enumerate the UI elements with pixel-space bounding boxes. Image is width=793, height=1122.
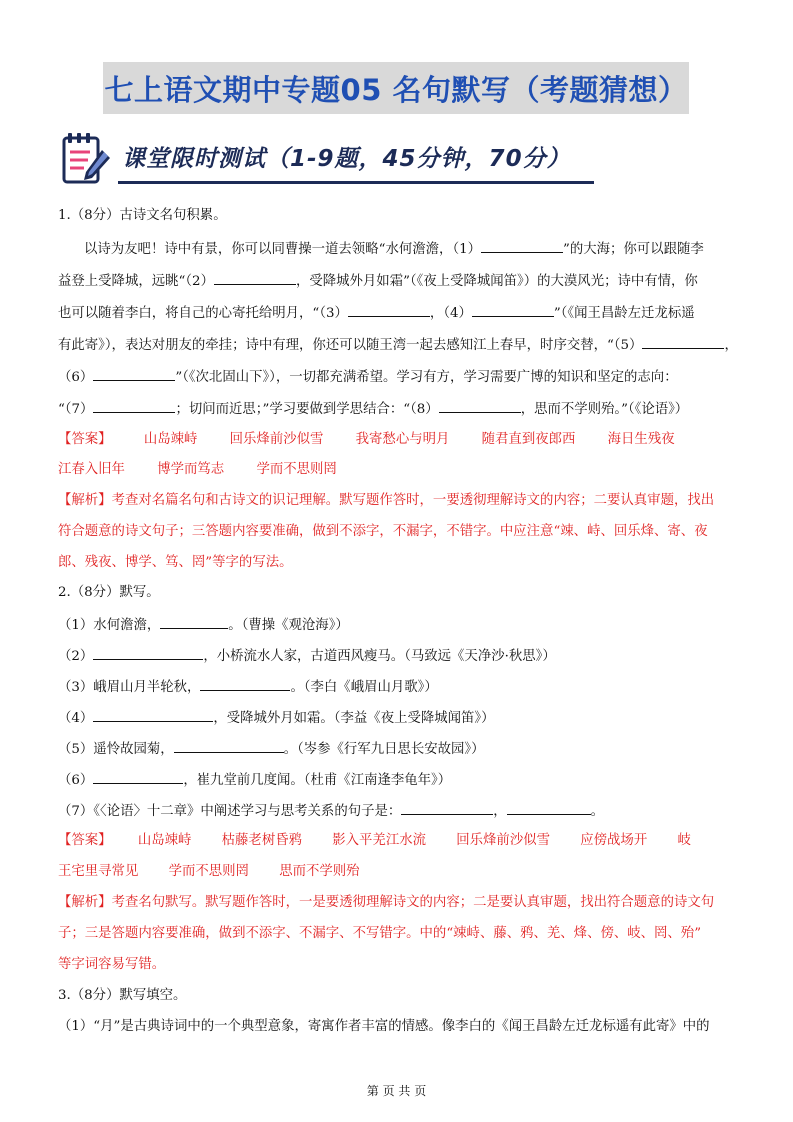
text: ，思而不学则殆。”（《论语》）: [520, 402, 689, 417]
q1-heading: 1.（8分）古诗文名句积累。: [58, 208, 227, 223]
blank: [93, 645, 203, 660]
text: 考查对名篇名句和古诗文的识记理解。默写题作答时，一要透彻理解诗文的内容；二要认真审题，找出: [111, 493, 715, 508]
text: （1）水何澹澹，: [58, 618, 161, 633]
text: ；切问而近思；”学习要做到学思结合：“（8）: [175, 402, 439, 417]
text: （6）: [58, 773, 94, 788]
text: （6）: [58, 370, 94, 385]
answer-item: 山岛竦峙: [143, 432, 198, 447]
q2-item-5: [58, 738, 485, 758]
answer-item: 江春入旧年: [58, 462, 125, 477]
blank: [174, 738, 284, 753]
text: ”的大海；你可以跟随李: [563, 242, 704, 257]
text: （4）: [58, 711, 94, 726]
text: 。（岑参《行军九日思长安故园》）: [283, 742, 485, 757]
answer-label: 【答案】: [58, 432, 112, 447]
title-banner: [103, 62, 689, 114]
answer-item: 应傍战场开: [580, 833, 648, 848]
text: 也可以随着李白，将自己的心寄托给明月，“（3）: [58, 306, 348, 321]
section-banner: [58, 130, 594, 190]
text: （7）《〈论语〉十二章》中阐述学习与思考关系的句子是：: [58, 804, 402, 819]
answer-item: 学而不思则罔: [256, 462, 337, 477]
answer-label: 【答案】: [58, 833, 112, 848]
q1-line-2: [58, 270, 698, 290]
q1-analysis-2: 符合题意的诗文句子；三答题内容要准确，做到不添字，不漏字，不错字。中应注意“竦、峙、回乐烽、寄、夜: [58, 524, 708, 539]
answer-item: 随君直到夜郎西: [481, 432, 576, 447]
q2-item-4: [58, 707, 495, 727]
q1-line-3: [58, 302, 695, 322]
answer-item: 海日生残夜: [607, 432, 675, 447]
notepad-pencil-icon: [58, 130, 118, 190]
answer-item: 山岛竦峙: [137, 833, 192, 848]
text: ，（4）: [429, 306, 472, 321]
q1-analysis-3: 郎、残夜、博学、笃、罔”等字的写法。: [58, 555, 293, 570]
blank-3: [348, 302, 430, 317]
answer-item: 学而不思则罔: [168, 864, 249, 879]
text: ，小桥流水人家，古道西风瘦马。（马致远《天净沙·秋思》）: [203, 649, 556, 664]
q3-heading: 3.（8分）默写填空。: [58, 988, 187, 1003]
answer-item: 影入平羌江水流: [332, 833, 426, 848]
q2-answer-line-1: [58, 831, 691, 851]
text: ，崔九堂前几度闻。（杜甫《江南逢李龟年》）: [183, 773, 452, 788]
q2-heading: 2.（8分）默写。: [58, 585, 160, 600]
text: ”（《闻王昌龄左迁龙标遥: [553, 306, 695, 321]
q1-line-4: [58, 334, 738, 354]
blank: [160, 614, 228, 629]
text: 。（曹操《观沧海》）: [228, 618, 349, 633]
blank-4: [472, 302, 554, 317]
blank: [93, 707, 213, 722]
text: 益登上受降城，远眺“（2）: [58, 274, 214, 289]
q1-line-6: [58, 398, 688, 418]
text: “（7）: [58, 402, 94, 417]
q2-item-6: [58, 769, 451, 789]
analysis-label: 【解析】: [58, 895, 112, 910]
answer-item: 博学而笃志: [157, 462, 225, 477]
answer-item: 回乐烽前沙似雪: [456, 833, 550, 848]
blank: [93, 769, 183, 784]
q2-item-3: [58, 676, 438, 696]
answer-item: 岐: [677, 833, 691, 848]
blank-7: [93, 398, 175, 413]
text: ，受降城外月如霜。（李益《夜上受降城闻笛》）: [213, 711, 495, 726]
page-title: 七上语文期中专题05 名句默写（考题猜想）: [104, 72, 688, 107]
answer-item: 我寄愁心与明月: [355, 432, 450, 447]
answer-item: 王宅里寻常见: [58, 864, 139, 879]
text: （3）峨眉山月半轮秋，: [58, 680, 201, 695]
text: ，: [724, 338, 738, 353]
text: 有此寄》），表达对朋友的牵挂；诗中有理，你还可以随王湾一起去感知江上春早，时序交替，“（5）: [58, 338, 643, 353]
blank: [200, 676, 290, 691]
text: 以诗为友吧！诗中有景，你可以同曹操一道去领略“水何澹澹，（1）: [84, 242, 481, 257]
blank-1: [481, 238, 563, 253]
q1-answer-line-1: [58, 430, 675, 450]
blank-6: [93, 366, 175, 381]
text: 考查名句默写。默写题作答时，一是要透彻理解诗文的内容；二是要认真审题，找出符合题意的诗文句: [111, 895, 715, 910]
answer-item: 回乐烽前沙似雪: [229, 432, 324, 447]
q2-item-1: [58, 614, 349, 634]
q2-item-2: [58, 645, 556, 665]
q2-analysis-2: 子；三是答题内容要准确，做到不添字、不漏字、不写错字。中的“竦峙、藤、鸦、羌、烽、傍、岐、罔、殆”: [58, 926, 702, 941]
q2-item-7: [58, 800, 604, 820]
q2-analysis-3: 等字词容易写错。: [58, 957, 166, 972]
q1-answer-line-2: [58, 460, 337, 480]
page-footer: 第 页 共 页: [366, 1084, 427, 1098]
text: ”（《次北固山下》），一切都充满希望。学习有方，学习需要广博的知识和坚定的志向：: [175, 370, 678, 385]
blank: [401, 800, 493, 815]
q1-line-1: [84, 238, 704, 258]
text: ，: [493, 804, 507, 819]
answer-item: 枯藤老树昏鸦: [221, 833, 302, 848]
text: 。（李白《峨眉山月歌》）: [290, 680, 438, 695]
q3-line-1: （1）“月”是古典诗词中的一个典型意象，寄寓作者丰富的情感。像李白的《闻王昌龄左迁龙标遥有此寄》中的: [58, 1019, 710, 1034]
q2-answer-line-2: [58, 862, 360, 882]
q2-analysis-1: [58, 893, 714, 913]
text: ，受降城外月如霜”（《夜上受降城闻笛》）的大漠风光；诗中有情，你: [295, 274, 698, 289]
text: （2）: [58, 649, 94, 664]
blank-8: [439, 398, 521, 413]
answer-item: 思而不学则殆: [279, 864, 360, 879]
q1-line-5: [58, 366, 678, 386]
q1-analysis-1: [58, 491, 714, 511]
text: （5）遥怜故园菊，: [58, 742, 174, 757]
blank-2: [214, 270, 296, 285]
text: 。: [590, 804, 605, 819]
banner-text: 课堂限时测试（1-9题，45分钟，70分）: [122, 146, 571, 172]
banner-underline: [118, 181, 594, 184]
analysis-label: 【解析】: [58, 493, 112, 508]
blank-5: [642, 334, 724, 349]
blank: [507, 800, 591, 815]
